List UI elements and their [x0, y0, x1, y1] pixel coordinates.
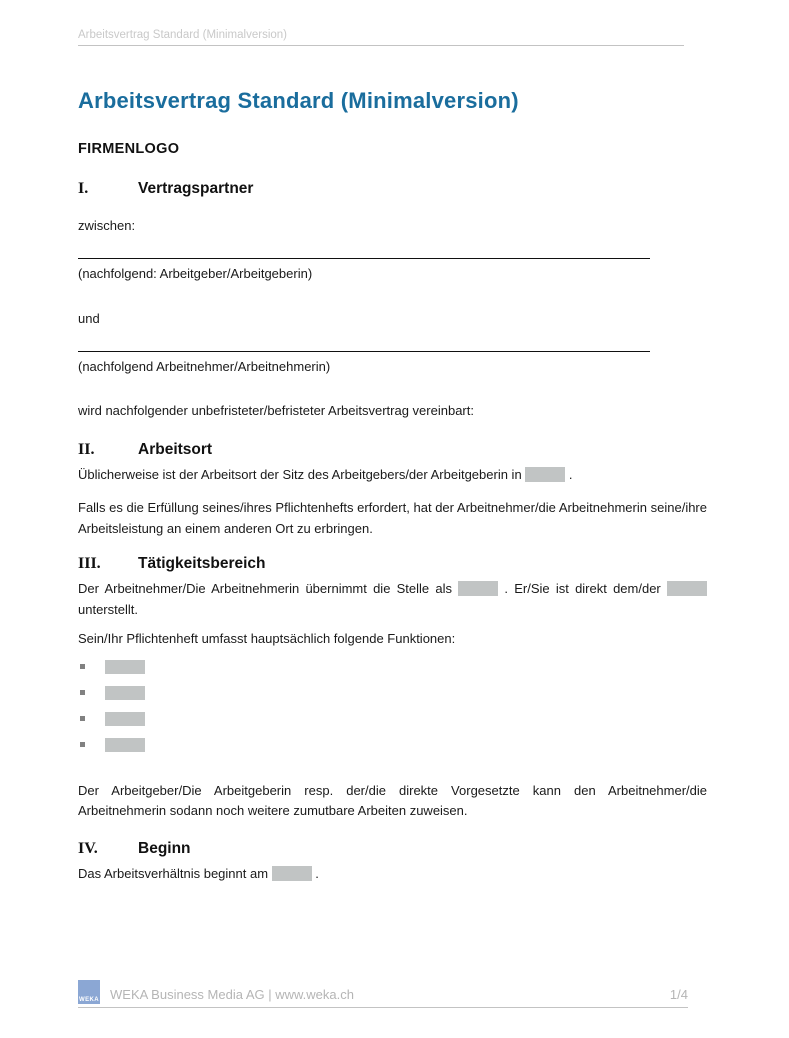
workplace-text-before: Üblicherweise ist der Arbeitsort der Sitz des Arbeitgebers/der Arbeitgeberin in	[78, 466, 522, 482]
section-heading-vertragspartner	[78, 179, 707, 199]
list-item	[78, 712, 707, 726]
bullet-square-icon	[80, 664, 85, 669]
position-field[interactable]	[458, 581, 498, 596]
additional-duties-paragraph: Der Arbeitgeber/Die Arbeitgeberin resp. der/die direkte Vorgesetzte kann den Arbeitnehmer/die Arbeitnehmerin sodann noch weitere zumutbare Arbeiten zuweisen.	[78, 782, 707, 818]
employer-caption: (nachfolgend: Arbeitgeber/Arbeitgeberin)	[78, 265, 313, 281]
section-title: Beginn	[138, 839, 191, 857]
footer-company-text: WEKA Business Media AG | www.weka.ch	[110, 987, 354, 1002]
supervisor-field[interactable]	[667, 581, 707, 596]
duty-field-1[interactable]	[105, 660, 145, 674]
document-title: Arbeitsvertrag Standard (Minimalversion)	[78, 88, 519, 113]
weka-logo-text: WEKA	[79, 997, 99, 1003]
employee-caption: (nachfolgend Arbeitnehmer/Arbeitnehmerin)	[78, 358, 331, 374]
workplace-field[interactable]	[525, 467, 565, 482]
position-text-after: unterstellt.	[78, 601, 138, 617]
section-heading-beginn	[78, 839, 707, 859]
and-label: und	[78, 311, 100, 326]
section-title: Vertragspartner	[138, 180, 254, 197]
page-header	[78, 28, 684, 46]
duty-field-4[interactable]	[105, 738, 145, 752]
between-label: zwischen:	[78, 218, 136, 233]
running-header-title: Arbeitsvertrag Standard (Minimalversion)	[78, 29, 287, 41]
start-date-text-after: .	[315, 865, 319, 881]
start-date-text-before: Das Arbeitsverhältnis beginnt am	[78, 865, 269, 881]
list-item	[78, 738, 707, 752]
duties-list	[78, 660, 707, 752]
section-number: IV.	[78, 839, 98, 857]
list-item	[78, 660, 707, 674]
position-paragraph	[78, 579, 707, 620]
start-date-field[interactable]	[272, 866, 312, 881]
list-item	[78, 686, 707, 700]
employee-signature-line[interactable]	[78, 351, 650, 352]
section-number: I.	[78, 180, 89, 197]
duties-intro-paragraph: Sein/Ihr Pflichtenheft umfasst hauptsächlich folgende Funktionen:	[78, 631, 456, 646]
section-heading-arbeitsort	[78, 440, 707, 460]
position-text-middle: . Er/Sie ist direkt dem/der	[504, 581, 661, 596]
page-number: 1/4	[669, 987, 688, 1002]
contract-intro-paragraph: wird nachfolgender unbefristeter/befristeter Arbeitsvertrag vereinbart:	[78, 403, 474, 418]
bullet-square-icon	[80, 690, 85, 695]
workplace-note-paragraph: Falls es die Erfüllung seines/ihres Pflichtenhefts erfordert, hat der Arbeitnehmer/die Arbeitnehmerin seine/ihre Arbeitsleistung an einem anderen Ort zu erbringen.	[78, 500, 707, 536]
workplace-text-after: .	[568, 466, 573, 482]
section-title: Tätigkeitsbereich	[138, 555, 266, 572]
bullet-square-icon	[80, 716, 85, 721]
duty-field-2[interactable]	[105, 686, 145, 700]
page-footer	[78, 980, 688, 1008]
section-heading-taetigkeitsbereich	[78, 554, 707, 574]
company-logo-placeholder: FIRMENLOGO	[78, 141, 180, 157]
section-number: III.	[78, 555, 101, 572]
weka-logo	[78, 980, 100, 1004]
bullet-square-icon	[80, 742, 85, 747]
employer-signature-line[interactable]	[78, 258, 650, 259]
section-number: II.	[78, 440, 95, 458]
workplace-paragraph	[78, 465, 707, 486]
position-text-before: Der Arbeitnehmer/Die Arbeitnehmerin übernimmt die Stelle als	[78, 581, 452, 596]
duty-field-3[interactable]	[105, 712, 145, 726]
start-date-paragraph	[78, 864, 707, 885]
section-title: Arbeitsort	[138, 440, 213, 458]
